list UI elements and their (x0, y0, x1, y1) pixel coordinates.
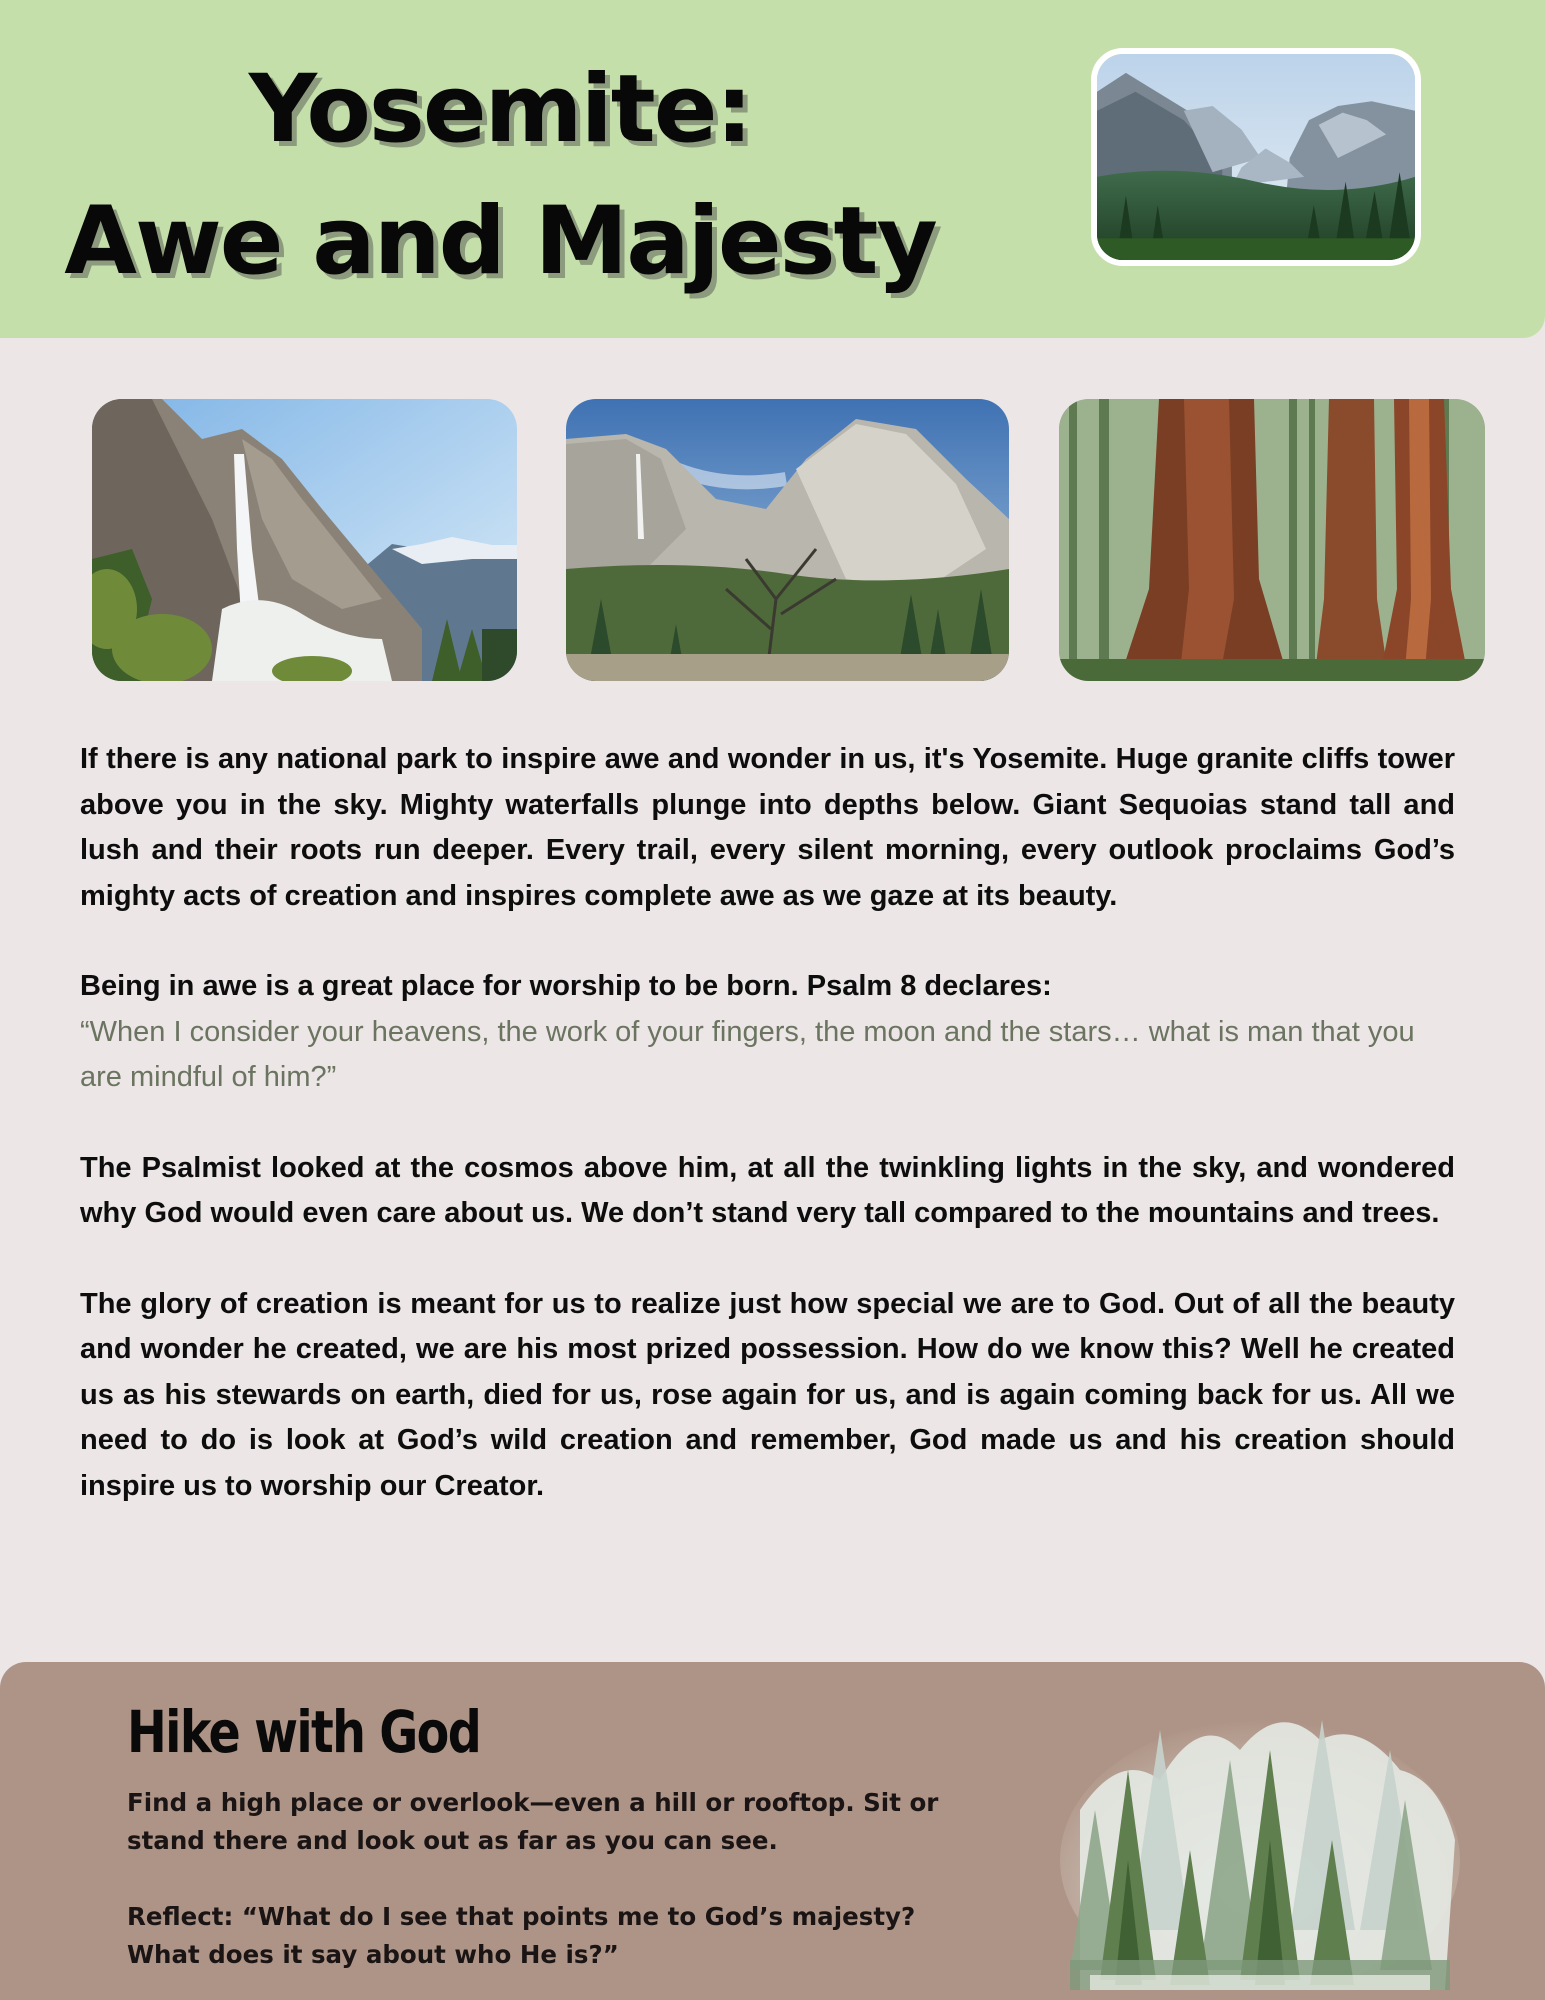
psalm-quote: “When I consider your heavens, the work of your fingers, the moon and the stars… what is man that you are mindful of him?” (80, 1015, 1415, 1093)
hike-with-god-section (0, 1662, 1545, 2000)
paragraph-psalm-lead: Being in awe is a great place for worship to be born. Psalm 8 declares: (80, 970, 1052, 1002)
section-text (127, 1784, 947, 1974)
page-title (60, 44, 940, 308)
article-body (80, 737, 1455, 1509)
title-line-2: Awe and Majesty (64, 187, 936, 296)
paragraph-intro: If there is any national park to inspire awe and wonder in us, it's Yosemite. Huge granite cliffs tower above you in the sky. Mighty waterfalls plunge into depths below. Giant Sequoias stand tall and lush and their roots run deeper. Every trail, every silent morning, every outlook proclaims God’s mighty acts of creation and inspires complete awe as we gaze at its beauty. (80, 743, 1455, 912)
watercolor-trees-illustration (1060, 1690, 1460, 1990)
paragraph-psalmist: The Psalmist looked at the cosmos above him, at all the twinkling lights in the sky, and wondered why God would even care about us. We don’t stand very tall compared to the mountains and trees. (80, 1151, 1455, 1229)
reflect-text: Reflect: “What do I see that points me to God’s majesty? What does it say about who He is?” (127, 1902, 916, 1969)
sequoia-trees-photo (1059, 399, 1485, 681)
valley-photo (1091, 48, 1421, 266)
waterfall-photo (92, 399, 517, 681)
header-banner (0, 0, 1545, 338)
title-line-1: Yosemite: (248, 55, 752, 164)
paragraph-glory: The glory of creation is meant for us to realize just how special we are to God. Out of all the beauty and wonder he created, we are his most prized possession. How do we know this? Well he created us as his stewards on earth, died for us, rose again for us, and is again coming back for us. All we need to do is look at God’s wild creation and remember, God made us and his creation should inspire us to worship our Creator. (80, 1287, 1455, 1502)
instruction-text: Find a high place or overlook—even a hill or rooftop. Sit or stand there and look out as far as you can see. (127, 1788, 939, 1855)
granite-cliff-photo (566, 399, 1009, 681)
section-title: Hike with God (127, 1698, 481, 1766)
